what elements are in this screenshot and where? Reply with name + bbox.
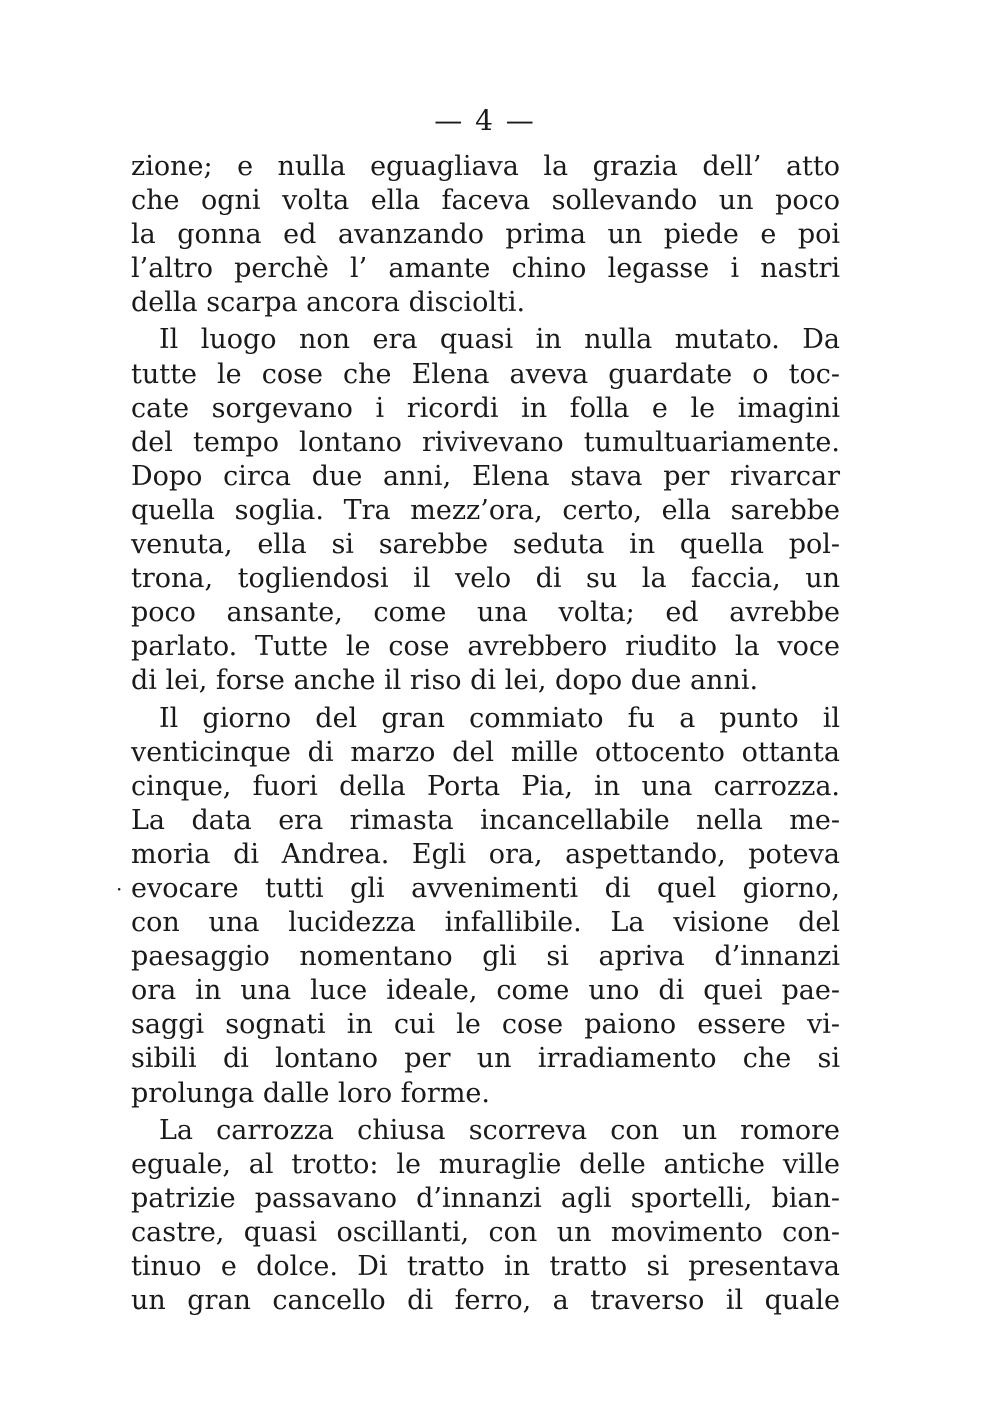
- text-line: zione; e nulla eguagliava la grazia dell’ atto: [131, 151, 840, 182]
- text-line: poco ansante, come una volta; ed avrebbe: [131, 597, 840, 629]
- margin-mark: ·: [116, 877, 123, 901]
- text-line: castre, quasi oscillanti, con un movimento con-: [131, 1216, 840, 1248]
- text-line: con una lucidezza infallibile. La visione del: [131, 907, 840, 939]
- text-line: cate sorgevano i ricordi in folla e le imagini: [131, 392, 840, 424]
- text-line: tutte le cose che Elena aveva guardate o toc-: [131, 358, 840, 390]
- text-line: Il luogo non era quasi in nulla mutato. Da: [159, 324, 840, 356]
- text-line: un gran cancello di ferro, a traverso il quale: [131, 1285, 840, 1317]
- text-line: cinque, fuori della Porta Pia, in una carrozza.: [131, 770, 840, 802]
- text-line: parlato. Tutte le cose avrebbero riudito la voce: [131, 631, 840, 663]
- text-line: eguale, al trotto: le muraglie delle antiche ville: [131, 1148, 840, 1180]
- text-line: del tempo lontano rivivevano tumultuariamente.: [131, 426, 840, 458]
- text-line: Dopo circa due anni, Elena stava per rivarcar: [131, 460, 840, 492]
- text-line: Il giorno del gran commiato fu a punto il: [159, 702, 840, 734]
- text-line: La carrozza chiusa scorreva con un romore: [159, 1114, 840, 1146]
- text-line: moria di Andrea. Egli ora, aspettando, poteva: [131, 838, 840, 870]
- text-line: venticinque di marzo del mille ottocento ottanta: [131, 736, 840, 768]
- text-line: sibili di lontano per un irradiamento che si: [131, 1043, 840, 1075]
- page-number: — 4 —: [434, 104, 536, 137]
- text-line: della scarpa ancora disciolti.: [131, 287, 526, 319]
- text-line: quella soglia. Tra mezz’ora, certo, ella sarebbe: [131, 494, 840, 526]
- text-line: evocare tutti gli avvenimenti di quel giorno,: [131, 872, 840, 904]
- text-line: l’altro perchè l’ amante chino legasse i nastri: [131, 253, 840, 285]
- text-line: ora in una luce ideale, come uno di quei pae-: [131, 975, 840, 1007]
- text-line: venuta, ella si sarebbe seduta in quella pol-: [131, 529, 840, 561]
- text-line: tinuo e dolce. Di tratto in tratto si presentava: [131, 1251, 840, 1282]
- text-line: che ogni volta ella faceva sollevando un poco: [131, 185, 840, 217]
- text-line: la gonna ed avanzando prima un piede e poi: [131, 219, 840, 251]
- text-line: La data era rimasta incancellabile nella me-: [131, 804, 840, 836]
- text-line: paesaggio nomentano gli si apriva d’innanzi: [131, 941, 840, 973]
- text-line: saggi sognati in cui le cose paiono essere vi-: [131, 1009, 840, 1041]
- text-line: di lei, forse anche il riso di lei, dopo due anni.: [131, 665, 759, 697]
- text-line: prolunga dalle loro forme.: [131, 1077, 490, 1109]
- text-line: trona, togliendosi il velo di su la faccia, un: [131, 563, 840, 595]
- text-line: patrizie passavano d’innanzi agli sportelli, bian-: [131, 1182, 840, 1214]
- body-text: [131, 150, 840, 1318]
